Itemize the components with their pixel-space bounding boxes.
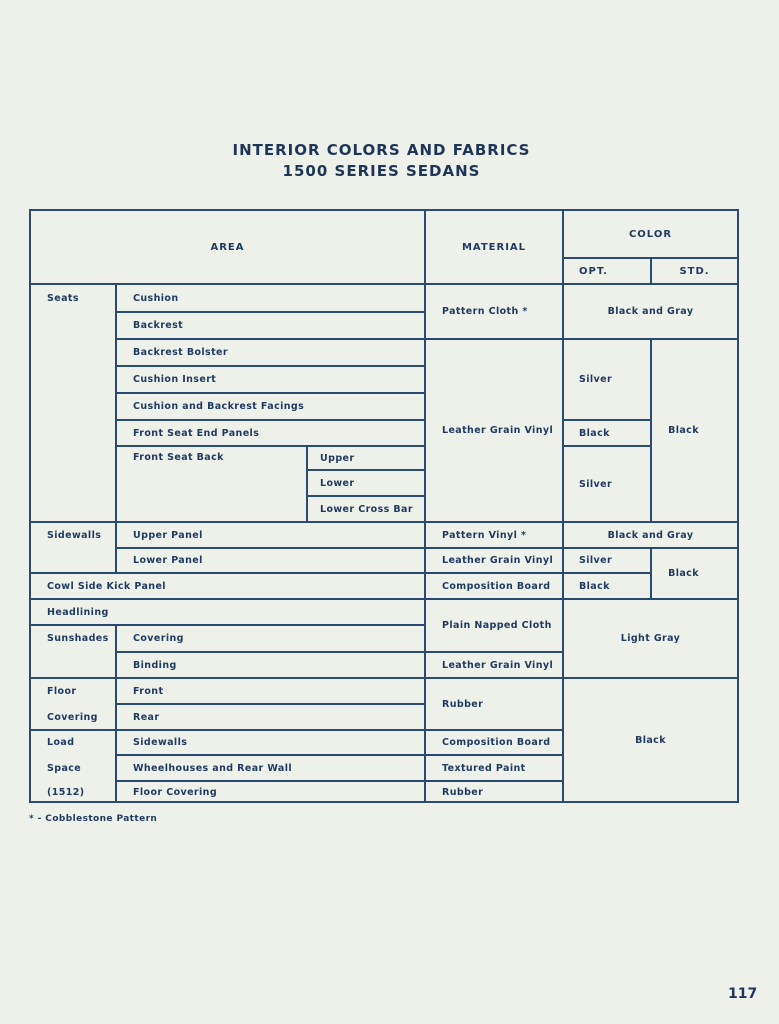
table-border-right (737, 209, 739, 803)
material-composition-board-load: Composition Board (442, 737, 551, 748)
header-std: STD. (679, 265, 710, 277)
group-space: Space (47, 762, 82, 774)
page-title-line-1: INTERIOR COLORS AND FABRICS (232, 141, 531, 159)
color-light-gray: Light Gray (620, 633, 681, 644)
material-leather-grain-vinyl-binding: Leather Grain Vinyl (442, 659, 554, 671)
page-number: 117 (728, 986, 758, 1002)
material-plain-napped-cloth: Plain Napped Cloth (442, 620, 552, 631)
area-sidewalls: Sidewalls (133, 737, 188, 748)
row-line (115, 703, 425, 705)
area-covering: Covering (133, 633, 184, 644)
group-load: Load (47, 737, 75, 748)
area-front-seat-back: Front Seat Back (133, 451, 224, 463)
area-cushion-insert: Cushion Insert (133, 374, 217, 385)
area-lower-panel: Lower Panel (133, 555, 203, 566)
group-column-line (115, 283, 117, 572)
group-cowl-side-kick-panel: Cowl Side Kick Panel (47, 580, 166, 592)
material-composition-board-cowl: Composition Board (442, 580, 551, 592)
material-rubber-floor: Rubber (442, 698, 484, 710)
group-floor: Floor (47, 685, 77, 697)
area-front: Front (133, 685, 164, 697)
group-sidewalls: Sidewalls (47, 529, 102, 541)
group-column-line (115, 624, 117, 803)
color-opt-silver-1: Silver (579, 374, 613, 385)
page-title-line-2: 1500 SERIES SEDANS (282, 162, 481, 180)
header-area: AREA (210, 241, 245, 253)
color-opt-silver-lower-panel: Silver (579, 555, 613, 566)
area-backrest-bolster: Backrest Bolster (133, 347, 228, 358)
color-black-floor-load: Black (635, 735, 666, 746)
sub-area-column-line (306, 445, 308, 521)
area-end-panels: Front Seat End Panels (133, 427, 260, 439)
material-pattern-vinyl: Pattern Vinyl * (442, 529, 527, 541)
material-textured-paint: Textured Paint (442, 762, 526, 774)
color-std-black-sidewalls: Black (668, 568, 699, 579)
area-upper: Upper (320, 452, 355, 464)
table-border-left (29, 209, 31, 803)
area-cushion: Cushion (133, 292, 179, 304)
area-lower: Lower (320, 477, 355, 489)
area-lower-cross-bar: Lower Cross Bar (320, 503, 413, 515)
material-leather-grain-vinyl-seats: Leather Grain Vinyl (442, 425, 554, 436)
header-material: MATERIAL (461, 241, 527, 253)
group-headlining: Headlining (47, 606, 109, 618)
header-color: COLOR (628, 228, 673, 240)
area-wheelhouses: Wheelhouses and Rear Wall (133, 762, 293, 774)
group-floor-covering: Covering (47, 711, 98, 723)
area-facings: Cushion and Backrest Facings (133, 401, 305, 412)
color-black-and-gray-sidewalls: Black and Gray (607, 529, 694, 541)
row-line (115, 547, 738, 549)
material-pattern-cloth: Pattern Cloth * (442, 306, 528, 317)
material-column-line (424, 209, 426, 803)
color-opt-silver-2: Silver (579, 478, 613, 490)
color-opt-black-cowl: Black (579, 580, 610, 592)
color-opt-black: Black (579, 427, 610, 439)
footnote: * - Cobblestone Pattern (29, 814, 158, 824)
color-black-and-gray-seats: Black and Gray (607, 306, 694, 317)
area-rear: Rear (133, 711, 160, 723)
area-floor-covering: Floor Covering (133, 786, 218, 798)
material-leather-grain-vinyl-lower-panel: Leather Grain Vinyl (442, 555, 554, 566)
area-backrest: Backrest (133, 320, 184, 331)
group-sunshades: Sunshades (47, 632, 109, 644)
area-binding: Binding (133, 659, 177, 671)
area-upper-panel: Upper Panel (133, 529, 203, 541)
group-1512: (1512) (47, 786, 85, 798)
material-rubber-load: Rubber (442, 786, 484, 798)
color-std-black-seats: Black (668, 425, 699, 436)
header-opt: OPT. (579, 265, 608, 277)
group-seats: Seats (47, 292, 79, 304)
